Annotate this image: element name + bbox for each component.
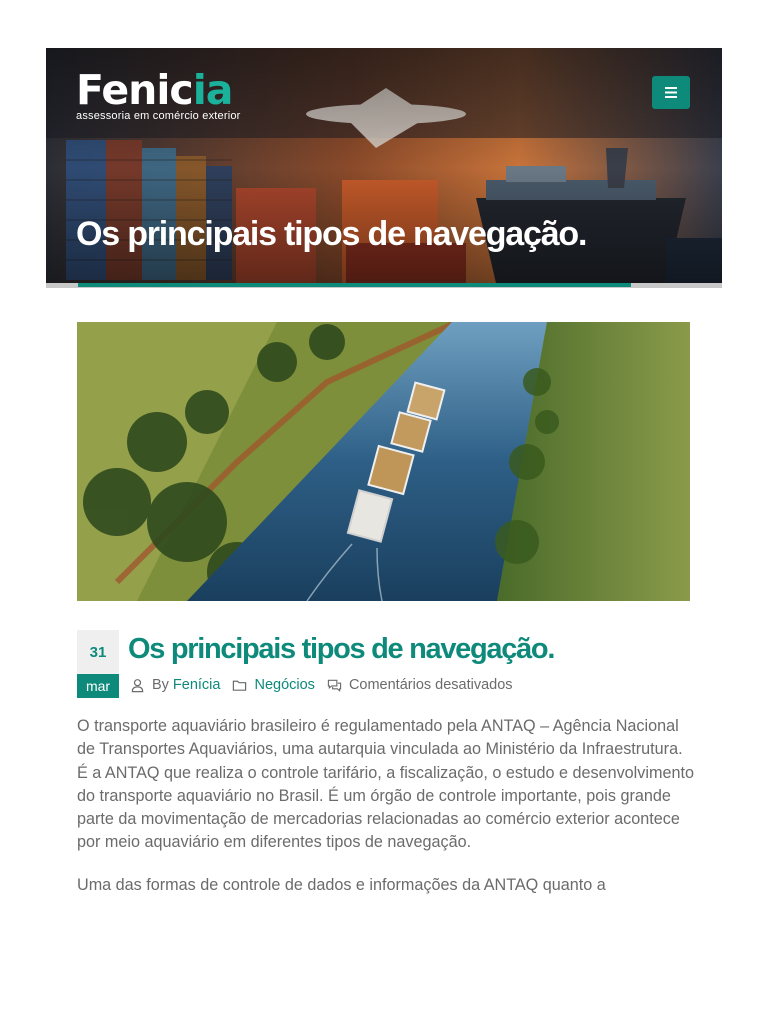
paragraph: O transporte aquaviário brasileiro é regulamentado pela ANTAQ – Agência Nacional de Transportes Aquaviários, uma autarquia vinculada ao Ministério da Infraestrutura. É a ANTAQ que realiza o controle tarifário, a fiscalização, o estudo e desenvolvimento do transporte aquaviário no Brasil. É um órgão de controle importante, pois grande parte da movimentação de mercadorias relacionadas ao comércio exterior acontece por meio aquaviário em diferentes tipos de navegação. (77, 717, 694, 852)
comments-status: Comentários desativados (348, 677, 513, 693)
post-date-day: 31 (77, 630, 119, 674)
comments-icon (327, 678, 342, 693)
post-content (77, 715, 697, 916)
logo-tagline: assessoria em comércio exterior (76, 110, 241, 122)
folder-icon (232, 678, 247, 693)
paragraph: Uma das formas de controle de dados e informações da ANTAQ quanto a (77, 875, 606, 894)
category-link[interactable]: Negócios (254, 677, 315, 693)
site-logo[interactable] (76, 68, 241, 122)
river-barge-photo (77, 322, 690, 601)
post-meta (130, 675, 690, 695)
hero-accent-bar (78, 283, 631, 287)
post-author (130, 677, 220, 693)
post-date-month: mar (77, 674, 119, 698)
post-title[interactable]: Os principais tipos de navegação. (128, 633, 555, 665)
featured-image[interactable] (77, 322, 690, 601)
author-link[interactable]: Fenícia (172, 677, 221, 693)
hamburger-icon (665, 87, 677, 98)
site-header (46, 48, 722, 288)
hero-title: Os principais tipos de navegação. (76, 215, 587, 253)
user-icon (130, 678, 145, 693)
author-by-label: By (152, 677, 169, 693)
post-category (232, 677, 314, 693)
post-comments (327, 677, 513, 693)
menu-toggle-button[interactable] (652, 76, 690, 109)
logo-wordmark: Fenicia (76, 66, 233, 114)
